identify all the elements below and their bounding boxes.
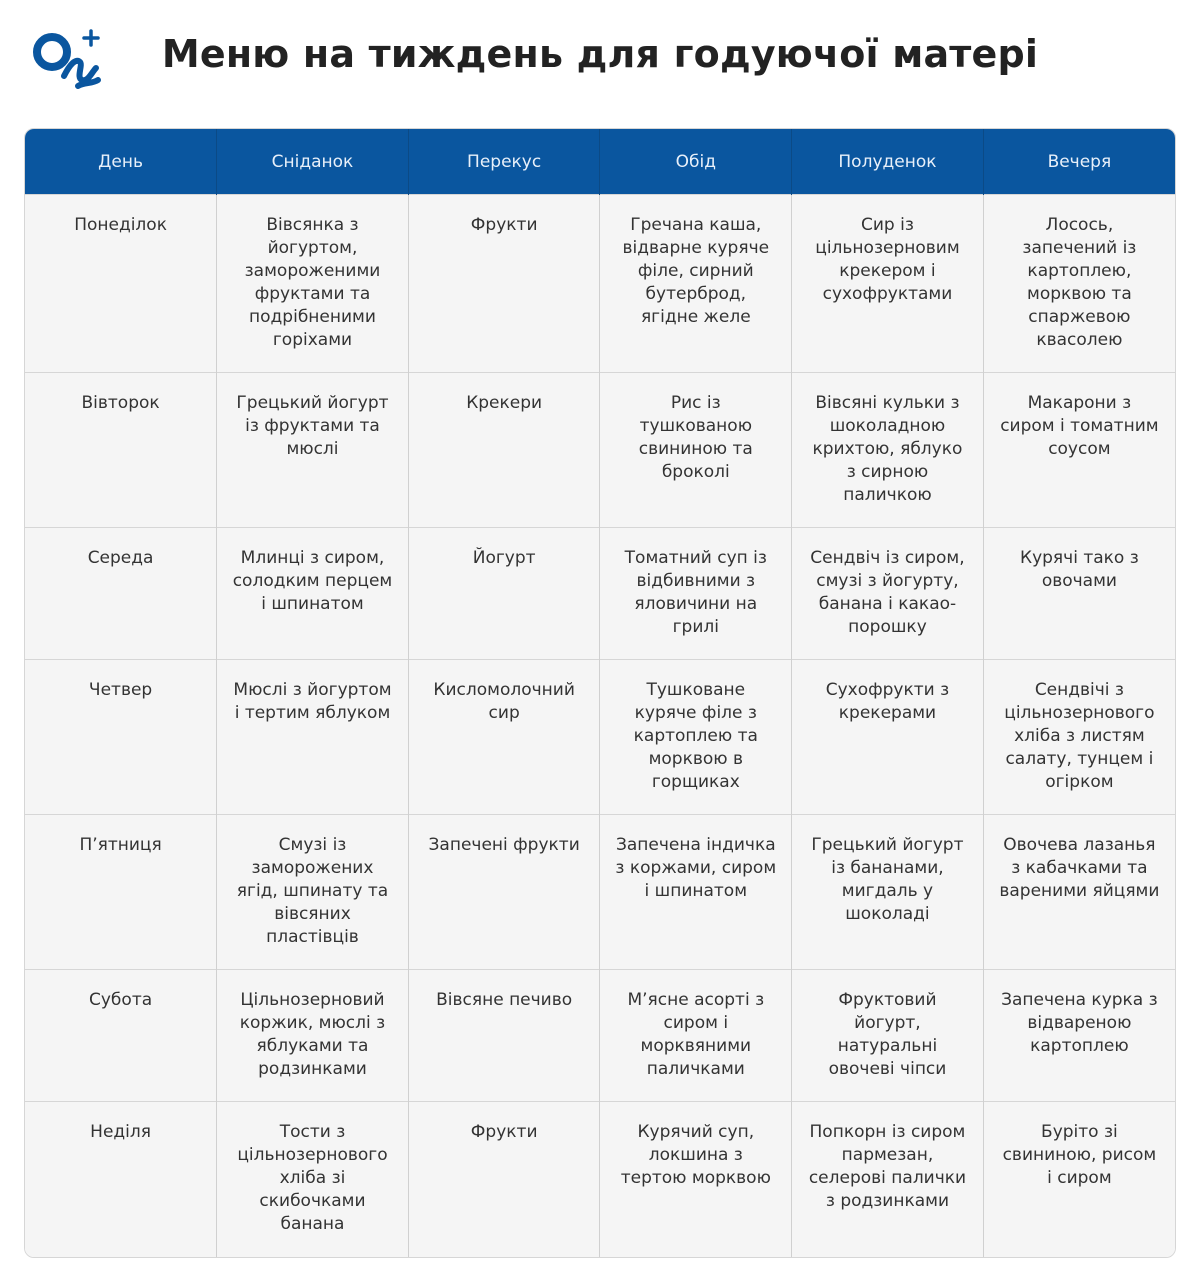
snack-cell: Кисломолочний сир [408,660,600,815]
dinner-cell: Запечена курка з відвареною картоплею [983,970,1175,1102]
column-header-lunch: Обід [600,129,792,195]
table-row [25,815,1175,970]
day-cell: Вівторок [25,373,217,528]
day-cell: Субота [25,970,217,1102]
column-header-afternoon-snack: Полуденок [792,129,984,195]
column-header-dinner: Вечеря [983,129,1175,195]
dinner-cell: Лосось, запечений із картоплею, морквою та спаржевою квасолею [983,195,1175,373]
dinner-cell: Макарони з сиром і томатним соусом [983,373,1175,528]
table-row [25,970,1175,1102]
lunch-cell: Гречана каша, відварне куряче філе, сирний бутерброд, ягідне желе [600,195,792,373]
table-header-row [25,129,1175,195]
lunch-cell: М’ясне асорті з сиром і морквяними паличками [600,970,792,1102]
dinner-cell: Буріто зі свининою, рисом і сиром [983,1102,1175,1257]
column-header-day: День [25,129,217,195]
snack-cell: Фрукти [408,1102,600,1257]
breakfast-cell: Мюслі з йогуртом і тертим яблуком [217,660,409,815]
day-cell: Середа [25,528,217,660]
breakfast-cell: Тости з цільнозернового хліба зі скибочками банана [217,1102,409,1257]
day-cell: П’ятниця [25,815,217,970]
dinner-cell: Курячі тако з овочами [983,528,1175,660]
afternoon-snack-cell: Вівсяні кульки з шоколадною крихтою, яблуко з сирною паличкою [792,373,984,528]
lunch-cell: Томатний суп із відбивними з яловичини на грилі [600,528,792,660]
table-row [25,195,1175,373]
lunch-cell: Рис із тушкованою свининою та броколі [600,373,792,528]
breakfast-cell: Млинці з сиром, солодким перцем і шпинатом [217,528,409,660]
column-header-snack: Перекус [408,129,600,195]
snack-cell: Йогурт [408,528,600,660]
table-row [25,528,1175,660]
lunch-cell: Запечена індичка з коржами, сиром і шпинатом [600,815,792,970]
breakfast-cell: Вівсянка з йогуртом, замороженими фруктами та подрібненими горіхами [217,195,409,373]
weekly-menu-table [25,129,1175,1257]
afternoon-snack-cell: Сир із цільнозерновим крекером і сухофруктами [792,195,984,373]
lunch-cell: Курячий суп, локшина з тертою морквою [600,1102,792,1257]
afternoon-snack-cell: Сендвіч із сиром, смузі з йогурту, банана і какао-порошку [792,528,984,660]
dinner-cell: Овочева лазанья з кабачками та вареними яйцями [983,815,1175,970]
dinner-cell: Сендвічі з цільнозернового хліба з листям салату, тунцем і огірком [983,660,1175,815]
snack-cell: Фрукти [408,195,600,373]
page-title: Меню на тиждень для годуючої матері [161,32,1039,76]
afternoon-snack-cell: Грецький йогурт із бананами, мигдаль у шоколаді [792,815,984,970]
breakfast-cell: Цільнозерновий коржик, мюслі з яблуками та родзинками [217,970,409,1102]
column-header-breakfast: Сніданок [217,129,409,195]
table-row [25,1102,1175,1257]
breakfast-cell: Смузі із заморожених ягід, шпинату та вівсяних пластівців [217,815,409,970]
table-row [25,660,1175,815]
afternoon-snack-cell: Фруктовий йогурт, натуральні овочеві чіпси [792,970,984,1102]
breakfast-cell: Грецький йогурт із фруктами та мюслі [217,373,409,528]
lunch-cell: Тушковане куряче філе з картоплею та морквою в горщиках [600,660,792,815]
snack-cell: Вівсяне печиво [408,970,600,1102]
snack-cell: Запечені фрукти [408,815,600,970]
afternoon-snack-cell: Сухофрукти з крекерами [792,660,984,815]
table-row [25,373,1175,528]
afternoon-snack-cell: Попкорн із сиром пармезан, селерові палички з родзинками [792,1102,984,1257]
day-cell: Понеділок [25,195,217,373]
day-cell: Четвер [25,660,217,815]
day-cell: Неділя [25,1102,217,1257]
menu-table-container [24,128,1176,1258]
snack-cell: Крекери [408,373,600,528]
